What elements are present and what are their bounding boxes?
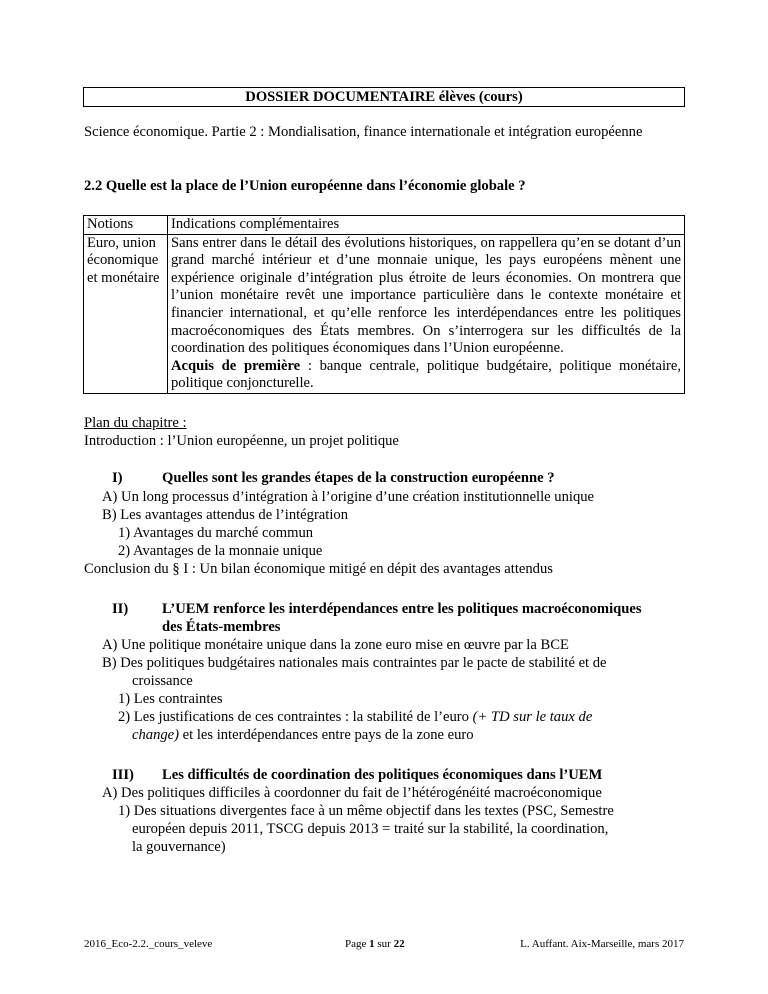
section-2-heading [112,601,642,619]
section-1-item-a: A) Un long processus d’intégration à l’origine d’une création institutionnelle unique [102,489,595,505]
section-1-conclusion: Conclusion du § I : Un bilan économique mitigé en dépit des avantages attendus [84,561,553,577]
section-3-title: Les difficultés de coordination des politiques économiques dans l’UEM [162,767,603,783]
footer-page-prefix: Page [345,938,370,950]
notion-cell: Euro, union économique et monétaire [84,234,168,393]
footer-filename: 2016_Eco-2.2._cours_veleve [84,938,213,950]
section-3-item-a1-line2: européen depuis 2011, TSCG depuis 2013 = traité sur la stabilité, la coordination, [132,821,609,837]
section-2-item-b2-line1 [118,709,592,727]
section-2-item-b2-text: 2) Les justifications de ces contraintes : la stabilité de l’euro [118,709,473,725]
notions-table [83,215,685,394]
document-title: DOSSIER DOCUMENTAIRE élèves (cours) [83,87,685,107]
table-header-indications: Indications complémentaires [168,216,685,235]
section-2-item-a: A) Une politique monétaire unique dans la zone euro mise en œuvre par la BCE [102,637,569,653]
section-2-item-b2-text-end: et les interdépendances entre pays de la zone euro [179,727,474,743]
section-2-item-b2-note-end: change) [132,727,180,743]
footer-page-current: 1 [369,938,375,950]
section-2-item-b-line2: croissance [132,673,193,689]
section-2-title-line2: des États-membres [162,619,281,635]
section-2-item-b1: 1) Les contraintes [118,691,223,707]
acquis-label: Acquis de première [171,357,301,374]
table-header-notions: Notions [84,216,168,235]
subject-line: Science économique. Partie 2 : Mondialisation, finance internationale et intégration européenne [84,124,643,140]
plan-intro: Introduction : l’Union européenne, un projet politique [84,433,399,449]
footer-page-number [345,938,405,951]
footer-page-mid: sur [374,938,394,950]
section-2-title-line1: L’UEM renforce les interdépendances entre les politiques macroéconomiques [162,601,642,617]
chapter-question: 2.2 Quelle est la place de l’Union européenne dans l’économie globale ? [84,178,526,194]
footer-author: L. Auffant. Aix-Marseille, mars 2017 [520,938,684,950]
indications-cell [168,234,685,393]
section-3-number: III) [112,767,134,783]
section-3-item-a1-line3: la gouvernance) [132,839,226,855]
indications-text: Sans entrer dans le détail des évolutions historiques, on rappellera qu’en se dotant d’un grand marché intérieur et d’une monnaie unique, les pays européens mènent une expérience originale d’intégration plus étroite de leurs économies. On montrera que l’union monétaire revêt une importance particulière dans le contexte monétaire et financier international, et qu’elle renforce les interdépendances entre les politiques macroéconomiques des États membres. On s’interrogera sur les difficultés de la coordination des politiques économiques dans l’Union européenne. [171,234,681,357]
section-2-item-b-line1: B) Des politiques budgétaires nationales mais contraintes par le pacte de stabilité et de [102,655,607,671]
section-2-number: II) [112,601,129,617]
table-row [84,234,685,393]
section-2-item-b2-line2 [132,727,474,745]
section-1-item-b2: 2) Avantages de la monnaie unique [118,543,323,559]
footer-page-total: 22 [393,938,405,950]
table-header-row [84,216,685,235]
section-3-heading [112,767,602,785]
section-1-heading [112,470,555,488]
section-1-number: I) [112,470,123,486]
section-1-title: Quelles sont les grandes étapes de la construction européenne ? [162,470,555,486]
acquis-text: : banque centrale, politique budgétaire, politique monétaire, politique conjoncturelle. [171,357,682,392]
section-1-item-b: B) Les avantages attendus de l’intégration [102,507,348,523]
section-1-item-b1: 1) Avantages du marché commun [118,525,314,541]
section-3-item-a1-line1: 1) Des situations divergentes face à un même objectif dans les textes (PSC, Semestre [118,803,614,819]
plan-title: Plan du chapitre : [84,415,187,431]
section-3-item-a: A) Des politiques difficiles à coordonner du fait de l’hétérogénéité macroéconomique [102,785,602,801]
section-2-item-b2-note: (+ TD sur le taux de [472,709,593,725]
